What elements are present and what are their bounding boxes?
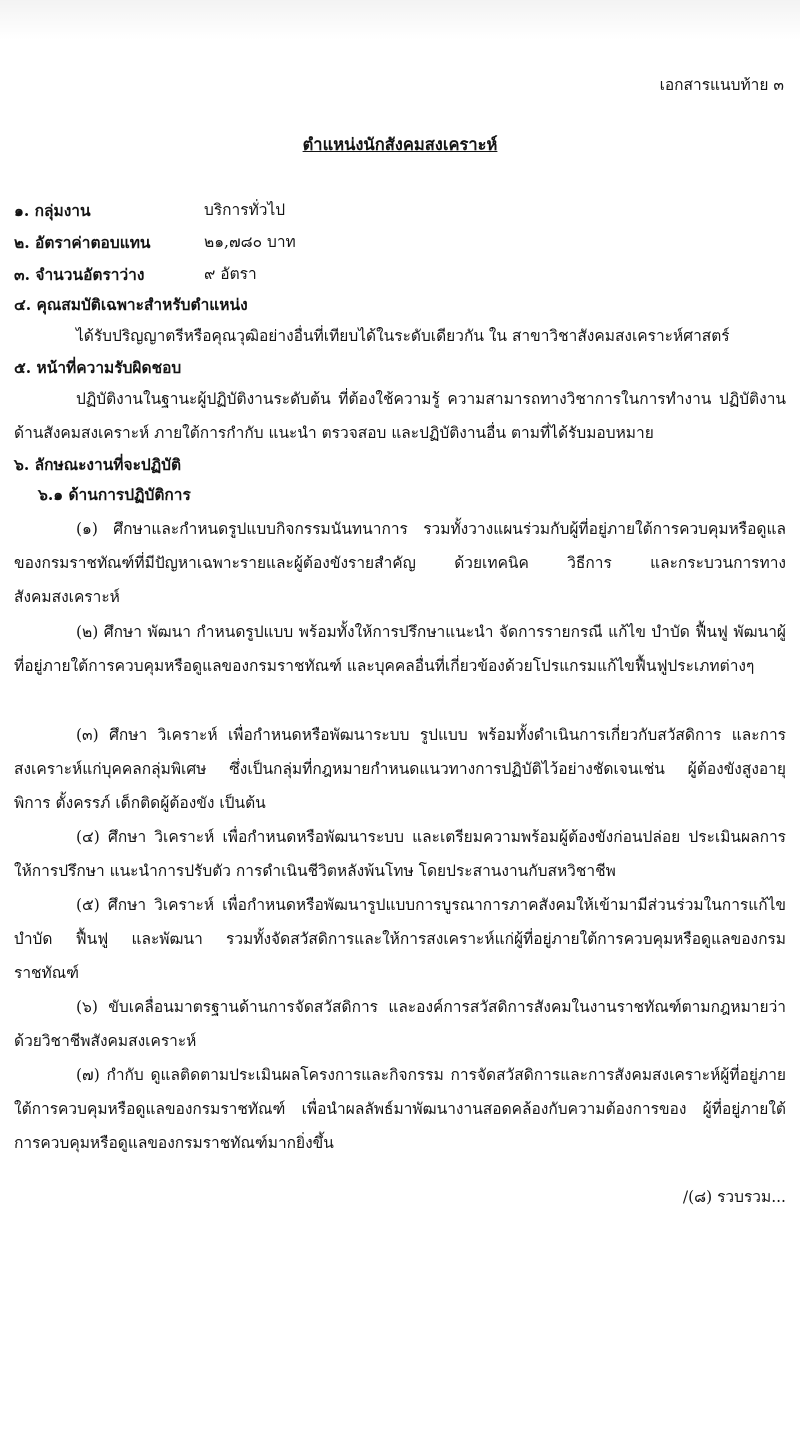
field-label-salary: ๒. อัตราค่าตอบแทน [14, 233, 151, 252]
work-item-6: (๖) ขับเคลื่อนมาตรฐานด้านการจัดสวัสดิการ และองค์การสวัสดิการสังคมในงานราชทัณฑ์ตามกฎหมายว่าด้วยวิชาชีพสังคมสงเคราะห์ [14, 998, 786, 1050]
field-value-vacancies: ๙ อัตรา [204, 265, 257, 283]
work-item-7: (๗) กำกับ ดูแลติดตามประเมินผลโครงการและกิจกรรม การจัดสวัสดิการและการสังคมสงเคราะห์ผู้ที่อยู่ภายใต้การควบคุมหรือดูแลของกรมราชทัณฑ์ เพื่อนำผลลัพธ์มาพัฒนางานสอดคล้องกับความต้องการของ ผู้ที่อยู่ภายใต้การควบคุมหรือดูแลของกรมราชทัณฑ์มากยิ่งขึ้น [14, 1066, 786, 1152]
continuation-note: /(๘) รวบรวม... [682, 1188, 786, 1206]
duties-text: ปฏิบัติงานในฐานะผู้ปฏิบัติงานระดับต้น ที่ต้องใช้ความรู้ ความสามารถทางวิชาการในการทำงาน ปฏิบัติงานด้านสังคมสงเคราะห์ ภายใต้การกำกับ แนะนำ ตรวจสอบ และปฏิบัติงานอื่น ตามที่ได้รับมอบหมาย [14, 390, 786, 442]
field-value-group: บริการทั่วไป [204, 201, 286, 219]
work-item-5: (๕) ศึกษา วิเคราะห์ เพื่อกำหนดหรือพัฒนารูปแบบการบูรณาการภาคสังคมให้เข้ามามีส่วนร่วมในการแก้ไข บำบัด ฟื้นฟู และพัฒนา รวมทั้งจัดสวัสดิการและให้การสงเคราะห์แก่ผู้ที่อยู่ภายใต้การควบคุมหรือดูแลของกรมราชทัณฑ์ [14, 896, 786, 982]
work-heading: ๖. ลักษณะงานที่จะปฏิบัติ [14, 455, 182, 474]
attachment-reference: เอกสารแนบท้าย ๓ [659, 76, 784, 94]
work-item-3: (๓) ศึกษา วิเคราะห์ เพื่อกำหนดหรือพัฒนาระบบ รูปแบบ พร้อมทั้งดำเนินการเกี่ยวกับสวัสดิการ และการสงเคราะห์แก่บุคคลกลุ่มพิเศษ ซึ่งเป็นกลุ่มที่กฎหมายกำหนดแนวทางการปฏิบัติไว้อย่างชัดเจนเช่น ผู้ต้องขังสูงอายุ พิการ ตั้งครรภ์ เด็กติดผู้ต้องขัง เป็นต้น [14, 726, 786, 812]
qualification-heading: ๔. คุณสมบัติเฉพาะสำหรับตำแหน่ง [14, 295, 248, 314]
work-item-1: (๑) ศึกษาและกำหนดรูปแบบกิจกรรมนันทนาการ รวมทั้งวางแผนร่วมกับผู้ที่อยู่ภายใต้การควบคุมหรือดูแลของกรมราชทัณฑ์ที่มีปัญหาเฉพาะรายและผู้ต้องขังรายสำคัญ ด้วยเทคนิค วิธีการ และกระบวนการทางสังคมสงเคราะห์ [14, 520, 786, 606]
work-sub-heading: ๖.๑ ด้านการปฏิบัติการ [38, 485, 191, 504]
duties-heading: ๕. หน้าที่ความรับผิดชอบ [14, 358, 182, 377]
scan-shade [0, 0, 800, 40]
page-title: ตำแหน่งนักสังคมสงเคราะห์ [302, 135, 498, 154]
field-value-salary: ๒๑,๗๘๐ บาท [204, 233, 296, 251]
work-item-2: (๒) ศึกษา พัฒนา กำหนดรูปแบบ พร้อมทั้งให้การปรึกษาแนะนำ จัดการรายกรณี แก้ไข บำบัด ฟื้นฟู พัฒนาผู้ที่อยู่ภายใต้การควบคุมหรือดูแลของกรมราชทัณฑ์ และบุคคลอื่นที่เกี่ยวข้องด้วยโปรแกรมแก้ไขฟื้นฟูประเภทต่างๆ [14, 623, 786, 675]
work-item-4: (๔) ศึกษา วิเคราะห์ เพื่อกำหนดหรือพัฒนาระบบ และเตรียมความพร้อมผู้ต้องขังก่อนปล่อย ประเมินผลการให้การปรึกษา แนะนำการปรับตัว การดำเนินชีวิตหลังพ้นโทษ โดยประสานงานกับสหวิชาชีพ [14, 828, 786, 880]
qualification-text: ได้รับปริญญาตรีหรือคุณวุฒิอย่างอื่นที่เทียบได้ในระดับเดียวกัน ใน สาขาวิชาสังคมสงเคราะห์ศาสตร์ [76, 327, 730, 345]
field-label-vacancies: ๓. จำนวนอัตราว่าง [14, 265, 145, 284]
field-label-group: ๑. กลุ่มงาน [14, 201, 91, 220]
